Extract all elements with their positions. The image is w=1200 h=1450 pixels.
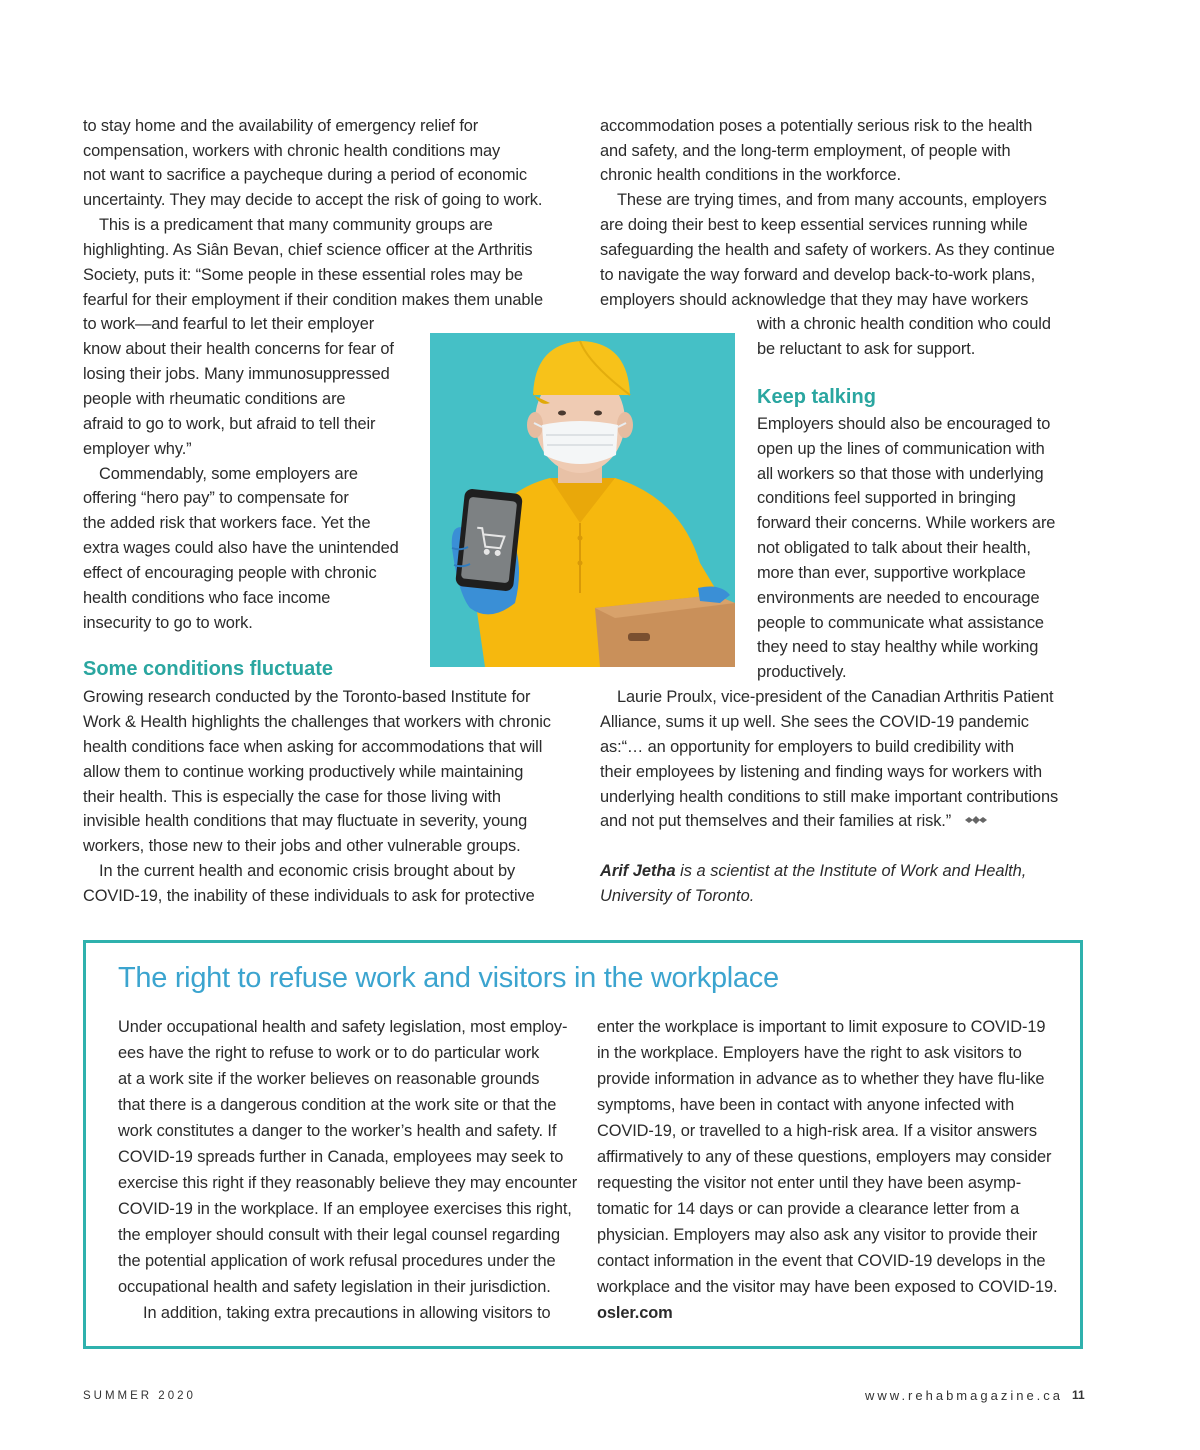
body-text-line: be reluctant to ask for support. [757,340,976,358]
sidebar-text-line: the potential application of work refusal procedures under the [118,1252,556,1270]
sidebar-text-line: occupational health and safety legislation in their jurisdiction. [118,1278,551,1296]
sidebar-text-line: workplace and the visitor may have been exposed to COVID-19. [597,1278,1058,1296]
body-text-line: COVID-19, the inability of these individuals to ask for protective [83,887,535,905]
sidebar-text-line: at a work site if the worker believes on reasonable grounds [118,1070,540,1088]
body-text-line: forward their concerns. While workers are [757,514,1056,532]
sidebar-text-line: in the workplace. Employers have the right to ask visitors to [597,1044,1022,1062]
body-text-line: and safety, and the long-term employment, of people with [600,142,1011,160]
author-bio: is a scientist at the Institute of Work and Health, [675,862,1027,880]
body-text-line: as:“… an opportunity for employers to build credibility with [600,738,1014,756]
body-text-line: people with rheumatic conditions are [83,390,346,408]
body-text-line: These are trying times, and from many accounts, employers [617,191,1047,209]
body-text-line: allow them to continue working productively while maintaining [83,763,524,781]
body-text-line: they need to stay healthy while working [757,638,1039,656]
body-text-line: losing their jobs. Many immunosuppressed [83,365,390,383]
body-text-line: extra wages could also have the unintended [83,539,399,557]
body-text-line: Alliance, sums it up well. She sees the COVID-19 pandemic [600,713,1029,731]
sidebar-text-line: requesting the visitor not enter until they have been asymp- [597,1174,1022,1192]
sidebar-text-line: exercise this right if they reasonably believe they may encounter [118,1174,578,1192]
body-text-line: to work—and fearful to let their employer [83,315,375,333]
body-text-line: Work & Health highlights the challenges that workers with chronic [83,713,551,731]
body-text-line: not obligated to talk about their health, [757,539,1031,557]
sidebar-text-line: affirmatively to any of these questions, employers may consider [597,1148,1052,1166]
sidebar-source-link[interactable]: osler.com [597,1304,673,1322]
body-text-line: are doing their best to keep essential services running while [600,216,1028,234]
body-text-line: offering “hero pay” to compensate for [83,489,349,507]
body-text-line: In the current health and economic crisis brought about by [99,862,516,880]
body-text-line: underlying health conditions to still make important contributions [600,788,1059,806]
body-text-line: more than ever, supportive workplace [757,564,1026,582]
sidebar-text-line: work constitutes a danger to the worker’s health and safety. If [118,1122,557,1140]
sidebar-text-line: that there is a dangerous condition at the work site or that the [118,1096,557,1114]
body-text-line: to stay home and the availability of emergency relief for [83,117,479,135]
delivery-worker-photo [430,333,735,667]
body-text-line: chronic health conditions in the workforce. [600,166,901,184]
sidebar-title: The right to refuse work and visitors in the workplace [118,962,779,994]
sidebar-text-line: physician. Employers may also ask any visitor to provide their [597,1226,1038,1244]
body-text-line: conditions feel supported in bringing [757,489,1016,507]
section-heading-fluctuate: Some conditions fluctuate [83,658,334,680]
sidebar-text-line: tomatic for 14 days or can provide a clearance letter from a [597,1200,1020,1218]
website-link[interactable]: www.rehabmagazine.ca [865,1388,1064,1403]
body-text-line: Employers should also be encouraged to [757,415,1051,433]
body-text-line: effect of encouraging people with chronic [83,564,377,582]
body-text-line: health conditions who face income [83,589,331,607]
body-text-line: fearful for their employment if their condition makes them unable [83,291,543,309]
end-of-article-icon [962,813,988,827]
sidebar-text-line: the employer should consult with their legal counsel regarding [118,1226,561,1244]
sidebar-text-line: symptoms, have been in contact with anyone infected with [597,1096,1015,1114]
body-text-line: health conditions face when asking for accommodations that will [83,738,543,756]
body-text-line: employer why.” [83,440,192,458]
body-text-line: accommodation poses a potentially serious risk to the health [600,117,1033,135]
body-text-line: Commendably, some employers are [99,465,358,483]
body-text-line: environments are needed to encourage [757,589,1040,607]
body-text-line: This is a predicament that many community groups are [99,216,493,234]
author-name: Arif Jetha [600,862,676,880]
body-text-line: invisible health conditions that may fluctuate in severity, young [83,812,528,830]
section-heading-talking: Keep talking [757,386,876,408]
body-text-line: all workers so that those with underlying [757,465,1044,483]
issue-label: SUMMER 2020 [83,1390,196,1402]
body-text-line: people to communicate what assistance [757,614,1044,632]
author-byline-line2: University of Toronto. [600,887,755,905]
sidebar-text-line: enter the workplace is important to limit exposure to COVID-19 [597,1018,1046,1036]
sidebar-text-line: contact information in the event that COVID-19 develops in the [597,1252,1046,1270]
sidebar-text-line: In addition, taking extra precautions in allowing visitors to [143,1304,551,1322]
body-text-line: productively. [757,663,847,681]
body-text-line: with a chronic health condition who could [757,315,1051,333]
sidebar-text-line: COVID-19 in the workplace. If an employee exercises this right, [118,1200,572,1218]
sidebar-text-line: Under occupational health and safety legislation, most employ- [118,1018,568,1036]
author-byline [600,859,1026,884]
body-text-line: Laurie Proulx, vice-president of the Canadian Arthritis Patient [617,688,1054,706]
sidebar-text-line: COVID-19 spreads further in Canada, employees may seek to [118,1148,564,1166]
page-number: 11 [1072,1388,1085,1402]
body-text-line: not want to sacrifice a paycheque during a period of economic [83,166,528,184]
sidebar-text-line: provide information in advance as to whether they have flu-like [597,1070,1045,1088]
body-text-line: insecurity to go to work. [83,614,253,632]
body-text-line: safeguarding the health and safety of workers. As they continue [600,241,1055,259]
body-text-line: to navigate the way forward and develop back-to-work plans, [600,266,1036,284]
body-text-line: highlighting. As Siân Bevan, chief science officer at the Arthritis [83,241,533,259]
body-text-line: their employees by listening and finding ways for workers with [600,763,1043,781]
body-text-line: employers should acknowledge that they may have workers [600,291,1029,309]
body-text-line: uncertainty. They may decide to accept the risk of going to work. [83,191,543,209]
sidebar-text-line: ees have the right to refuse to work or to do particular work [118,1044,540,1062]
body-text-line: workers, those new to their jobs and other vulnerable groups. [83,837,521,855]
body-text-line: their health. This is especially the case for those living with [83,788,501,806]
body-text-line: afraid to go to work, but afraid to tell their [83,415,376,433]
body-text-line: open up the lines of communication with [757,440,1045,458]
body-text-line: Society, puts it: “Some people in these essential roles may be [83,266,523,284]
body-text-line: know about their health concerns for fear of [83,340,394,358]
body-text-line: Growing research conducted by the Toronto-based Institute for [83,688,531,706]
sidebar-text-line: COVID-19, or travelled to a high-risk area. If a visitor answers [597,1122,1037,1140]
body-text-line: compensation, workers with chronic health conditions may [83,142,501,160]
body-text-line: the added risk that workers face. Yet the [83,514,371,532]
body-text-line: and not put themselves and their families at risk.” [600,812,952,830]
